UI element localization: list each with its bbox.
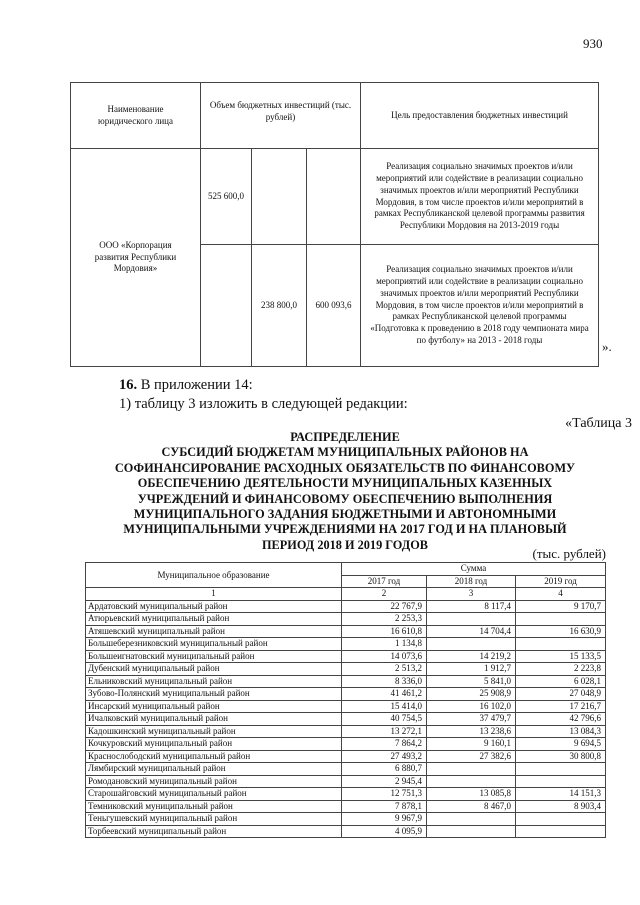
table-row (86, 788, 606, 801)
municipality-cell: Старошайговский муниципальный район (86, 788, 342, 801)
value-2017: 15 414,0 (342, 700, 427, 713)
page-number: 930 (583, 36, 603, 51)
value-2017: 9 967,9 (342, 813, 427, 826)
value-2018 (427, 775, 516, 788)
header-sum: Сумма (342, 563, 606, 576)
value-2019: 15 133,5 (516, 650, 606, 663)
value-2019: 17 216,7 (516, 700, 606, 713)
value-2018: 14 704,4 (427, 625, 516, 638)
municipality-cell: Дубенский муниципальный район (86, 663, 342, 676)
title-line: УЧРЕЖДЕНИЙ И ФИНАНСОВОМУ ОБЕСПЕЧЕНИЮ ВЫПОЛНЕНИЯ (137, 491, 553, 506)
municipality-cell: Ичалковский муниципальный район (86, 713, 342, 726)
section-heading-text: В приложении 14: (140, 377, 253, 393)
closing-quote: ». (602, 339, 612, 354)
table-row (86, 675, 606, 688)
header-investments: Объем бюджетных инвестиций (тыс. рублей) (201, 83, 361, 149)
value-2018: 25 908,9 (427, 688, 516, 701)
value-2017: 12 751,3 (342, 788, 427, 801)
value-2019: 13 084,3 (516, 725, 606, 738)
value-2019: 16 630,9 (516, 625, 606, 638)
page-title (0, 430, 640, 553)
value-2019 (516, 813, 606, 826)
value-2018: 8 467,0 (427, 800, 516, 813)
value-2018 (427, 825, 516, 838)
value-2019 (516, 638, 606, 651)
municipality-cell: Ельниковский муниципальный район (86, 675, 342, 688)
table-row (86, 713, 606, 726)
value-2019: 27 048,9 (516, 688, 606, 701)
table-row (86, 800, 606, 813)
value-2018: 8 117,4 (427, 600, 516, 613)
value-2018: 13 085,8 (427, 788, 516, 801)
title-line: МУНИЦИПАЛЬНЫМИ УЧРЕЖДЕНИЯМИ НА 2017 ГОД И НА ПЛАНОВЫЙ (123, 522, 567, 537)
value-2019: 14 151,3 (516, 788, 606, 801)
table-row (86, 688, 606, 701)
column-number: 4 (516, 588, 606, 601)
table-row (86, 625, 606, 638)
value-2019: 42 796,6 (516, 713, 606, 726)
municipality-cell: Лямбирский муниципальный район (86, 763, 342, 776)
value-2018: 5 841,0 (427, 675, 516, 688)
value-2017: 8 336,0 (342, 675, 427, 688)
title-line: РАСПРЕДЕЛЕНИЕ (290, 430, 400, 444)
table-row (86, 600, 606, 613)
table-row (86, 700, 606, 713)
municipality-cell: Атюрьевский муниципальный район (86, 613, 342, 626)
units-label: (тыс. рублей) (532, 546, 606, 561)
value-2017: 7 864,2 (342, 738, 427, 751)
investment-goal: Реализация социально значимых проектов и/или мероприятий или содействие в реализации социально значимых проектов и/или мероприятий Республики Мордовия, в том числе проектов и/или мероприятий в рамках Республиканской целевой программы развития Республики Мордовия на 2013-2019 годы (361, 149, 599, 245)
table-row (86, 725, 606, 738)
value-2018 (427, 613, 516, 626)
title-line: ПЕРИОД 2018 И 2019 ГОДОВ (261, 537, 428, 552)
municipality-cell: Ардатовский муниципальный район (86, 600, 342, 613)
value-2017: 27 493,2 (342, 750, 427, 763)
value-2017: 2 253,3 (342, 613, 427, 626)
table-label: «Таблица 3 (565, 416, 632, 431)
value-2019 (516, 775, 606, 788)
value-2018: 14 219,2 (427, 650, 516, 663)
column-number: 2 (342, 588, 427, 601)
municipality-cell: Атяшевский муниципальный район (86, 625, 342, 638)
value-2017: 1 134,8 (342, 638, 427, 651)
municipality-cell: Кочкуровский муниципальный район (86, 738, 342, 751)
municipality-cell: Темниковский муниципальный район (86, 800, 342, 813)
table-row (86, 738, 606, 751)
section-heading (119, 377, 253, 394)
value-2019: 9 170,7 (516, 600, 606, 613)
table-row (86, 775, 606, 788)
table-row (86, 750, 606, 763)
value-2017: 13 272,1 (342, 725, 427, 738)
value-2017: 40 754,5 (342, 713, 427, 726)
value-2017: 2 513,2 (342, 663, 427, 676)
value-2017: 4 095,9 (342, 825, 427, 838)
value-2018 (427, 813, 516, 826)
value-2019 (516, 763, 606, 776)
municipality-cell: Теньгушевский муниципальный район (86, 813, 342, 826)
value-2019: 2 223,8 (516, 663, 606, 676)
entity-name: ООО «Корпорация развития Республики Мордовия» (71, 149, 201, 367)
header-goal: Цель предоставления бюджетных инвестиций (361, 83, 599, 149)
value-2019: 30 800,8 (516, 750, 606, 763)
header-municipality: Муниципальное образование (86, 563, 342, 588)
table-row (86, 825, 606, 838)
header-year: 2017 год (342, 575, 427, 588)
value-2019: 6 028,1 (516, 675, 606, 688)
value-2018 (427, 638, 516, 651)
header-year: 2019 год (516, 575, 606, 588)
value-2018: 9 160,1 (427, 738, 516, 751)
investment-value: 238 800,0 (252, 245, 307, 367)
value-2018: 37 479,7 (427, 713, 516, 726)
table-row (86, 763, 606, 776)
municipality-cell: Кадошкинский муниципальный район (86, 725, 342, 738)
header-entity: Наименование юридического лица (71, 83, 201, 149)
value-2018: 16 102,0 (427, 700, 516, 713)
subitem-text: 1) таблицу 3 изложить в следующей редакции: (119, 396, 408, 412)
value-2017: 7 878,1 (342, 800, 427, 813)
municipality-cell: Большеигнатовский муниципальный район (86, 650, 342, 663)
municipality-cell: Краснослободский муниципальный район (86, 750, 342, 763)
column-number: 3 (427, 588, 516, 601)
title-line: СУБСИДИЙ БЮДЖЕТАМ МУНИЦИПАЛЬНЫХ РАЙОНОВ НА (161, 445, 529, 460)
section-number: 16. (119, 377, 138, 393)
municipality-cell: Ромодановский муниципальный район (86, 775, 342, 788)
value-2018: 1 912,7 (427, 663, 516, 676)
investments-table (70, 82, 599, 367)
title-line: СОФИНАНСИРОВАНИЕ РАСХОДНЫХ ОБЯЗАТЕЛЬСТВ ПО ФИНАНСОВОМУ (114, 460, 576, 475)
value-2017: 14 073,6 (342, 650, 427, 663)
municipality-cell: Торбеевский муниципальный район (86, 825, 342, 838)
value-2018 (427, 763, 516, 776)
header-year: 2018 год (427, 575, 516, 588)
investment-goal: Реализация социально значимых проектов и/или мероприятий или содействие в реализации социально значимых проектов и/или мероприятий Республики Мордовия, в том числе проектов и/или мероприятий в рамках Республиканской целевой программы «Подготовка к проведению в 2018 году чемпионата мира по футболу» на 2013 - 2018 годы (361, 245, 599, 367)
value-2017: 22 767,9 (342, 600, 427, 613)
value-2019 (516, 613, 606, 626)
value-2019: 8 903,4 (516, 800, 606, 813)
value-2019: 9 694,5 (516, 738, 606, 751)
table-row (86, 813, 606, 826)
subsidies-table (85, 562, 606, 838)
municipality-cell: Большеберезниковский муниципальный район (86, 638, 342, 651)
municipality-cell: Зубово-Полянский муниципальный район (86, 688, 342, 701)
title-line: ОБЕСПЕЧЕНИЮ ДЕЯТЕЛЬНОСТИ МУНИЦИПАЛЬНЫХ КАЗЕННЫХ (137, 476, 553, 491)
investment-value: 600 093,6 (307, 245, 361, 367)
value-2017: 6 880,7 (342, 763, 427, 776)
column-number: 1 (86, 588, 342, 601)
value-2018: 13 238,6 (427, 725, 516, 738)
value-2017: 41 461,2 (342, 688, 427, 701)
value-2017: 16 610,8 (342, 625, 427, 638)
table-row (86, 650, 606, 663)
table-row (86, 663, 606, 676)
value-2018: 27 382,6 (427, 750, 516, 763)
table-row (86, 613, 606, 626)
table-row (86, 638, 606, 651)
investment-value: 525 600,0 (201, 149, 252, 245)
value-2019 (516, 825, 606, 838)
value-2017: 2 945,4 (342, 775, 427, 788)
municipality-cell: Инсарский муниципальный район (86, 700, 342, 713)
title-line: МУНИЦИПАЛЬНОГО ЗАДАНИЯ БЮДЖЕТНЫМИ И АВТОНОМНЫМИ (133, 507, 557, 522)
